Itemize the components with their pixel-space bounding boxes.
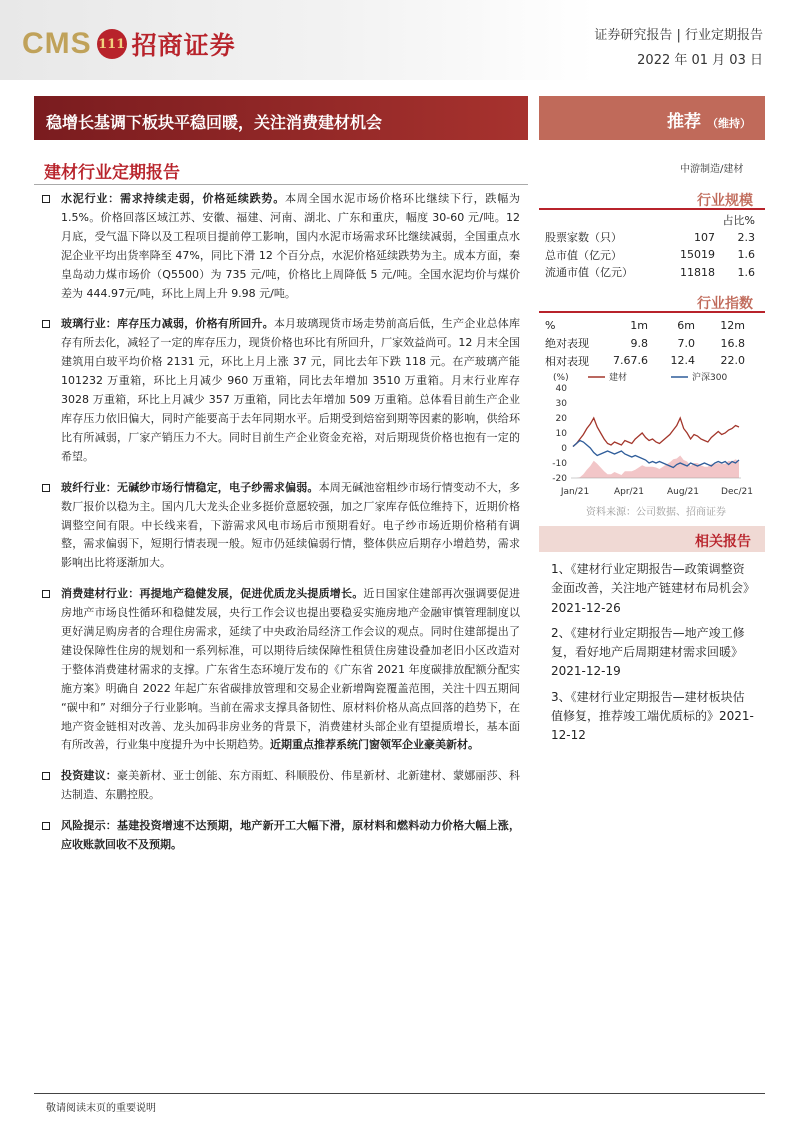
section-industry-index [539,289,765,313]
header-cell: % [545,319,556,333]
row-value: 16.8 [720,336,745,350]
row-share: 1.6 [737,248,755,262]
table-row [545,246,755,264]
row-label: 绝对表现 [545,337,589,351]
paragraph-risk [40,817,520,855]
section-title: 相关报告 [695,534,751,550]
report-date: 2022 年 01 月 03 日 [637,53,763,68]
row-share: 1.6 [737,265,755,279]
y-tick-label: 10 [555,429,567,439]
report-subtitle: 建材行业定期报告 [44,163,180,183]
section-related-reports [539,526,765,552]
sector-label: 中游制造/建材 [680,164,744,175]
paragraph-heading: 投资建议： [61,769,117,783]
company-logo [22,26,236,62]
paragraph-heading: 水泥行业：需求持续走弱，价格延续跌势。 [61,192,285,205]
paragraph-text: 本周无碱池窑粗纱市场行情变动不大，多数厂报价以稳为主。国内几大龙头企业多挺价意愿较强，加之厂家库存低位维持下，近期价格调整空间有限。中长线来看，下游需求风电市场后市预期看好。电子纱市场近期价格稍有调整，需求偏弱下，短期行情表现一般。短市仍延续偏弱行情，整体供应后期存小增趋势，需求影响出比将逐渐加大。 [61,480,521,570]
y-tick-label: -20 [552,474,567,484]
paragraph-consumer-materials [40,585,520,755]
row-share: 2.3 [737,230,755,244]
series-line-csi300 [573,441,739,468]
paragraph-tail: 近期重点推荐系统门窗领军企业豪美新材。 [270,738,479,752]
bullet-icon [42,822,50,830]
legend-label: 沪深300 [692,373,728,383]
performance-chart [541,368,763,498]
row-value: 7.67.6 [613,354,648,368]
paragraph-heading: 消费建材行业：再提地产稳健发展，促进优质龙头提质增长。 [61,587,364,601]
x-tick-label: Dec/21 [721,487,753,497]
x-tick-label: Apr/21 [613,487,645,497]
table-row [545,335,745,353]
related-report-link[interactable]: 1、《建材行业定期报告—政策调整资金面改善，关注地产链建材布局机会》2021-12-26 [551,562,756,615]
table-header-row [545,317,745,335]
legend-label: 建材 [609,373,628,383]
industry-scale-table [545,211,755,281]
paragraph-fiberglass [40,479,520,574]
y-tick-label: 0 [561,444,567,454]
section-title: 行业规模 [697,193,753,209]
row-value: 9.8 [630,336,648,350]
related-report-link[interactable]: 3、《建材行业定期报告—建材板块估值修复，推荐竣工端优质标的》2021-12-12 [551,689,754,743]
paragraph-investment [40,767,520,805]
row-value: 15019 [680,248,715,262]
footer-note: 敬请阅读末页的重要说明 [46,1103,156,1114]
divider [34,184,528,185]
row-value: 107 [694,230,715,244]
table-row [545,264,755,282]
paragraph-text: 本周全国水泥市场价格环比继续下行，跌幅为 1.5%。价格回落区域江苏、安徽、福建、河南、湖北、广东和重庆，幅度 30-60 元/吨。12 月底，受气温下降以及工程项目提前停工影响，国内水泥市场需求环比继续减弱，全国重点水泥企业平均出货率降至 47%，同比下滑 12 个百分点，水泥价格延续跌势为主。成本方面，秦皇岛动力煤市场价（Q5500）为 735 元/吨，价格比上周降低 5 元/吨。全国水泥均价与煤价差为 444.97元/吨，环比上周上升 9.98 元/吨。 [61,192,520,300]
y-tick-label: -10 [552,459,567,469]
header-cell: 1m [630,319,648,333]
x-tick-label: Jan/21 [560,487,590,497]
report-type: 证券研究报告 | 行业定期报告 [594,28,763,43]
footer-divider [34,1093,765,1094]
related-report-list [551,560,756,752]
relative-performance-area [573,456,739,479]
row-label: 总市值（亿元） [545,248,622,262]
bullet-icon [42,320,50,328]
bullet-icon [42,484,50,492]
paragraph-heading: 玻纤行业：无碱纱市场行情稳定，电子纱需求偏弱。 [61,480,319,494]
row-value: 11818 [680,265,715,279]
rating-label: 推荐 [667,112,701,132]
bullet-icon [42,772,50,780]
main-content [40,190,520,867]
header-cell: 6m [677,319,695,333]
table-row [545,352,745,370]
bullet-icon [42,195,50,203]
rating-note: （维持） [707,117,751,130]
row-label: 股票家数（只） [545,231,622,245]
paragraph-glass [40,315,520,466]
related-report-link[interactable]: 2、《建材行业定期报告—地产竣工修复，看好地产后周期建材需求回暖》2021-12-19 [551,625,745,679]
y-tick-label: 30 [555,399,567,409]
paragraph-text: 豪美新材、亚士创能、东方雨虹、科顺股份、伟星新材、北新建材、蒙娜丽莎、科达制造、东鹏控股。 [61,769,520,802]
y-tick-label: 20 [555,414,567,424]
bullet-icon [42,590,50,598]
section-industry-scale [539,186,765,210]
y-axis-label: (%) [553,373,569,383]
logo-badge-icon: 111 [97,29,127,59]
row-value: 12.4 [670,354,695,368]
paragraph-heading: 风险提示：基建投资增速不达预期，地产新开工大幅下滑，原材料和燃料动力价格大幅上涨，应收账款回收不及预期。 [61,819,520,852]
paragraph-cement [40,190,520,303]
paragraph-heading: 玻璃行业：库存压力减弱，价格有所回升。 [61,317,274,331]
rating-badge [539,96,765,140]
row-value: 22.0 [720,354,745,368]
logo-text-cn: 招商证券 [131,31,236,60]
section-title: 行业指数 [697,296,753,312]
logo-text-en: CMS [22,27,92,60]
report-title: 稳增长基调下板块平稳回暖，关注消费建材机会 [34,96,528,140]
paragraph-text: 近日国家住建部再次强调要促进房地产市场良性循环和稳健发展，央行工作会议也提出要稳妥实施房地产金融审慎管理制度以更好满足购房者的合理住房需求，延续了中央政治局经济工作会议的观点。同时住建部提出了建设保障性住房的规划和一系列标准，可以期待后续保障性租赁住房建设叠加老旧小区改造对于整体消费建材需求的支撑。广东省生态环境厅发布的《广东省 2021 年度碳排放配额分配实施方案》明确自 2022 年起广东省碳排放管理和交易企业新增陶瓷覆盖范围，关注十四五期间 “碳中和” 对细分子行业影响。当前在需求支撑具备韧性、原材料价格从高点回落的趋势下，在地产资金链相对改善、龙头加码非房业务的背景下，消费建材头部企业有望提质增长，基本面有所改善，行业集中度提升为中长期趋势。 [61,587,521,752]
x-tick-label: Aug/21 [666,487,700,497]
y-tick-label: 40 [555,384,567,394]
share-header: 占比% [722,213,755,227]
row-value: 7.0 [677,336,695,350]
table-header-row [545,211,755,229]
row-label: 流通市值（亿元） [545,266,633,280]
chart-source: 资料来源：公司数据、招商证券 [586,507,726,518]
row-label: 相对表现 [545,354,589,368]
paragraph-text: 本月玻璃现货市场走势前高后低，生产企业总体库存有所去化，减轻了一定的库存压力，现货价格也环比有所回升，厂家效益尚可。12 月末全国建筑用白玻平均价格 2131 元，环比上月上涨 37 元，同比去年下跌 118 元。在产玻璃产能 101232 万重箱，环比上月减少 960 万重箱，同比去年增加 3510 万重箱。月末行业库存 3028 万重箱，环比上月减少 357 万重箱，同比去年增加 509 万重箱。总体看目前生产企业库存压力依旧偏大，同时产能要高于去年同期水平。后期受到焙窑到期等因素的影响，供给环比有所减弱，厂家产销压力不大。同时目前生产企业资金充裕，对后期现货价格也抱有一定的希望。 [61,317,521,463]
table-row [545,229,755,247]
header-cell: 12m [720,319,745,333]
series-line-building-materials [573,418,739,447]
industry-index-table [545,317,745,370]
